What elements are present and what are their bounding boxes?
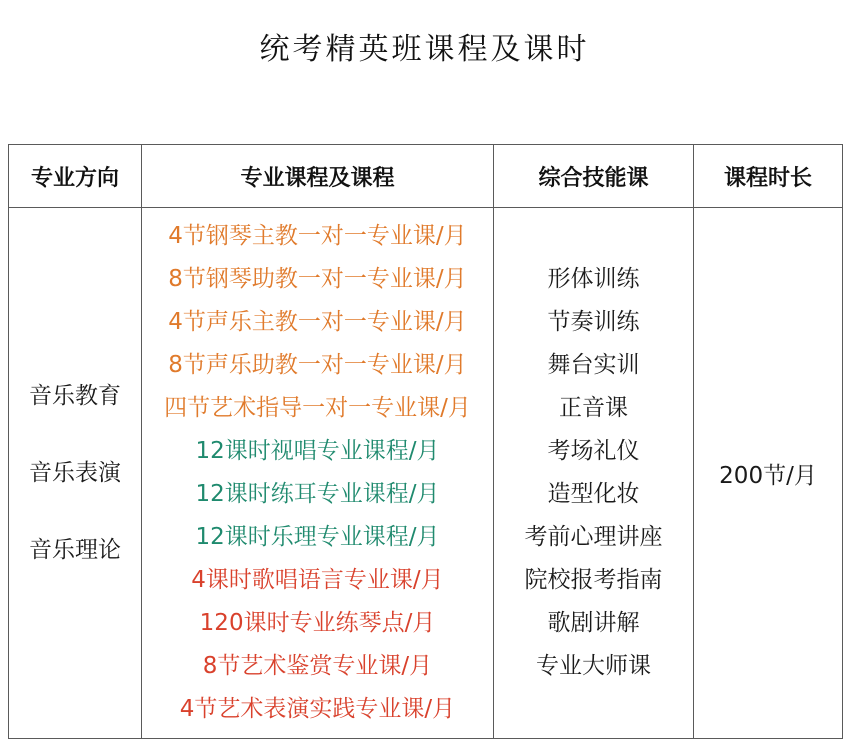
courses-cell (142, 208, 494, 739)
skill-item: 正音课 (559, 395, 628, 421)
course-item: 12课时乐理专业课程/月 (195, 524, 440, 550)
skill-list (494, 258, 693, 688)
hours-cell (694, 208, 843, 739)
table-row (9, 208, 843, 739)
header-major: 专业方向 (9, 145, 142, 208)
course-item: 4节艺术表演实践专业课/月 (179, 696, 456, 722)
course-item: 120课时专业练琴点/月 (199, 610, 436, 636)
skill-item: 考场礼仪 (547, 438, 640, 464)
major-cell (9, 208, 142, 739)
course-item: 12课时视唱专业课程/月 (195, 438, 440, 464)
major-item: 音乐理论 (29, 536, 121, 563)
skills-cell (494, 208, 694, 739)
skill-item: 节奏训练 (547, 309, 640, 335)
course-item: 4节钢琴主教一对一专业课/月 (168, 223, 467, 249)
header-row (9, 145, 843, 208)
skill-item: 院校报考指南 (524, 567, 663, 593)
hours-value: 200节/月 (719, 462, 817, 489)
course-item: 四节艺术指导一对一专业课/月 (164, 395, 471, 421)
page-title: 统考精英班课程及课时 (259, 32, 590, 67)
course-item: 8节艺术鉴赏专业课/月 (202, 653, 433, 679)
major-item: 音乐表演 (29, 459, 121, 486)
skill-item: 舞台实训 (547, 352, 640, 378)
skill-item: 形体训练 (547, 266, 640, 292)
header-courses: 专业课程及课程 (142, 145, 494, 208)
course-item: 4课时歌唱语言专业课/月 (191, 567, 444, 593)
course-item: 4节声乐主教一对一专业课/月 (168, 309, 467, 335)
major-item: 音乐教育 (29, 382, 121, 409)
skill-item: 造型化妆 (547, 481, 640, 507)
header-skills: 综合技能课 (494, 145, 694, 208)
course-item: 8节声乐助教一对一专业课/月 (168, 352, 467, 378)
course-item: 12课时练耳专业课程/月 (195, 481, 440, 507)
header-hours: 课程时长 (694, 145, 843, 208)
skill-item: 专业大师课 (536, 653, 651, 679)
skill-item: 歌剧讲解 (547, 610, 640, 636)
course-table (8, 144, 843, 739)
course-list (142, 215, 493, 731)
skill-item: 考前心理讲座 (524, 524, 663, 550)
major-list (9, 373, 141, 574)
course-item: 8节钢琴助教一对一专业课/月 (168, 266, 467, 292)
